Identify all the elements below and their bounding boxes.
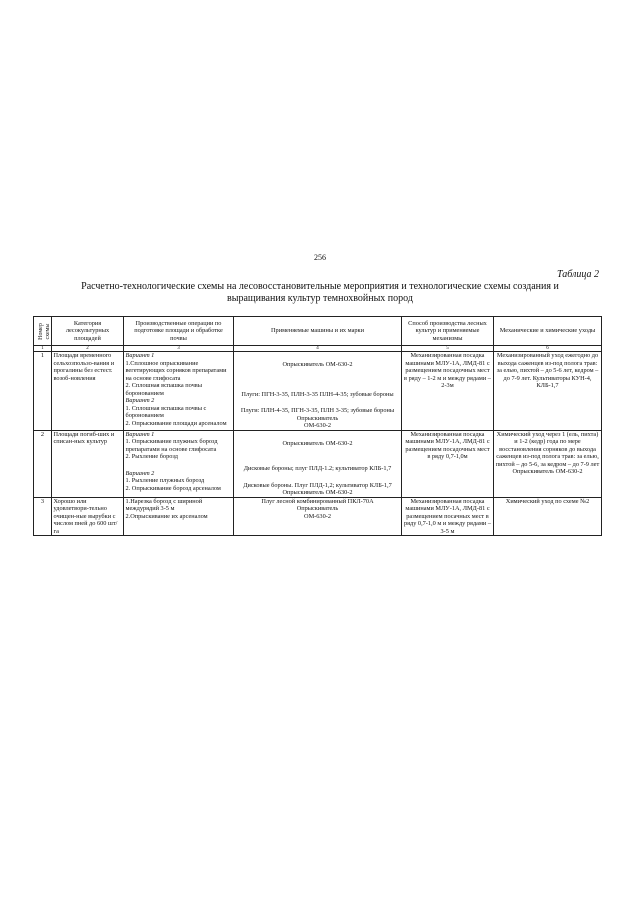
care-method: Химический уход через 1 (ель, пихта) и 1-2 (кедр) года по мере восстановления сорняков до выхода саженцев из-под полога трав: за елью, пихтой – до 5-6, за кедром – до 7-9 лет Опрыскиватель ОМ-630-2 <box>494 430 602 497</box>
header-machines: Применяемые машины и их марки <box>234 317 402 346</box>
machine-item: Дисковые бороны; плуг ПЛД-1.2; культиватор КЛБ-1,7 <box>243 465 392 472</box>
machine-item: Опрыскиватель <box>296 414 339 422</box>
operation-item: 1. Опрыскивание плужных борозд препаратами на основе глифосата <box>125 438 218 453</box>
area-category: Площади временного сельхозпользо-вания и прогалины без естест. возоб-новления <box>52 352 124 431</box>
header-scheme-number-line-2: схемы <box>43 323 50 339</box>
area-category: Хорошо или удовлетвори-тельно очищен-ные вырубки с числом пней до 600 шт/га <box>52 497 124 536</box>
machine-item: Опрыскиватель ОМ-630-2 <box>282 361 353 368</box>
variant-label: Вариант 1 <box>125 352 155 359</box>
table-row <box>34 497 602 536</box>
machine-item: ОМ-630-2 <box>304 512 331 520</box>
machines-cell <box>234 497 402 536</box>
machine-item: Опрыскиватель ОМ-630-2 <box>282 439 353 447</box>
table-label: Таблица 2 <box>557 269 599 280</box>
scheme-number: 3 <box>34 497 52 536</box>
header-operations: Производственные операции по подготовке площади и обработке почвы <box>124 317 234 346</box>
table-title <box>40 281 600 305</box>
care-method: Механизированный уход ежегодно до выхода саженцев из-под полога трав: за елью, пихтой – до 5-6 лет, кедром – до 7-9 лет. Культиваторы КУН-4, КЛБ-1,7 <box>494 352 602 431</box>
planting-method: Механизированная посадка машинами МЛУ-1А, ЛМД-81 с размещением посадочных мест в ряду 0,7-1,0м <box>402 430 494 497</box>
table-title-line-2: выращивания культур темнохвойных пород <box>227 293 413 304</box>
header-care: Механические и химические уходы <box>494 317 602 346</box>
machines-cell <box>234 352 402 431</box>
area-category: Площади погиб-ших и списан-ных культур <box>52 430 124 497</box>
operation-item: 1. Рыхление плужных борозд <box>125 477 205 484</box>
scheme-number: 1 <box>34 352 52 431</box>
planting-method: Механизированная посадка машинами МЛУ-1А, ЛМД-81 с размещением посачных мест в ряду 0,7-1,0 м и между рядами – 3-5 м <box>402 497 494 536</box>
column-number: 5 <box>402 346 494 352</box>
machine-item: Плуги: ПЛН-4-35, ПГН-3-35, ПЛН 3-35; зубовые бороны <box>240 407 395 414</box>
scheme-number: 2 <box>34 430 52 497</box>
planting-method: Механизированная посадка машинами МЛУ-1А, ЛМД-81 с размещением посадочных мест в ряду – 1-2 м и между рядами – 2-3м <box>402 352 494 431</box>
header-method: Способ производства лесных культур и применяемые механизмы <box>402 317 494 346</box>
operation-item: 2.Опрыскивание их арсеналом <box>125 512 208 520</box>
operations-cell <box>124 352 234 431</box>
page-number: 256 <box>314 253 326 262</box>
column-number: 6 <box>494 346 602 352</box>
table-row <box>34 430 602 497</box>
machine-item: Опрыскиватель <box>296 505 339 512</box>
machine-item: Опрыскиватель ОМ-630-2 <box>282 489 353 496</box>
header-category: Категория лесокультурных площадей <box>52 317 124 346</box>
header-row <box>34 317 602 346</box>
variant-label: Вариант 2 <box>125 397 155 404</box>
operations-cell <box>124 497 234 536</box>
machine-item: Плуг лесной комбинированный ПКЛ-70А <box>261 497 374 505</box>
operation-item: 2. Сплошная вспашка почвы боронованием <box>125 382 202 397</box>
table-title-line-1: Расчетно-технологические схемы на лесовосстановительные мероприятия и технологические схемы создания и <box>81 281 559 292</box>
column-number: 2 <box>52 346 124 352</box>
table-row <box>34 352 602 431</box>
operation-item: 1. Сплошная вспашка почвы с боронованием <box>125 404 207 419</box>
machine-item: Плуги: ПГН-3-35, ПЛН-3-35 ПЛН-4-35; зубовые бороны <box>241 390 394 398</box>
variant-label: Вариант 2 <box>125 469 155 477</box>
column-number: 1 <box>34 346 52 352</box>
operation-item: 2. Рыхление борозд <box>125 453 178 460</box>
machine-item: ОМ-630-2 <box>304 422 331 429</box>
operation-item: 2. Опрыскивание площади арсеналом <box>125 419 227 427</box>
column-number: 3 <box>124 346 234 352</box>
machine-item: Дисковые бороны. Плуг ПЛД-1,2; культиватор КЛБ-1,7 <box>243 481 392 489</box>
operation-item: 1.Нарезка борозд с шириной междурядий 3-5 м <box>125 497 203 512</box>
header-scheme-number <box>34 317 52 346</box>
variant-label: Вариант 1 <box>125 430 155 438</box>
care-method: Химический уход по схеме №2 <box>494 497 602 536</box>
operation-item: 1.Сплошное опрыскивание вегетирующих сорняков препаратами на основе глифосата <box>125 359 227 382</box>
machines-cell <box>234 430 402 497</box>
schemes-table <box>33 316 602 536</box>
operations-cell <box>124 430 234 497</box>
operation-item: 2. Опрыскивание борозд арсеналом <box>125 484 221 492</box>
header-scheme-number-line-1: Номер <box>37 322 44 340</box>
column-number: 4 <box>234 346 402 352</box>
